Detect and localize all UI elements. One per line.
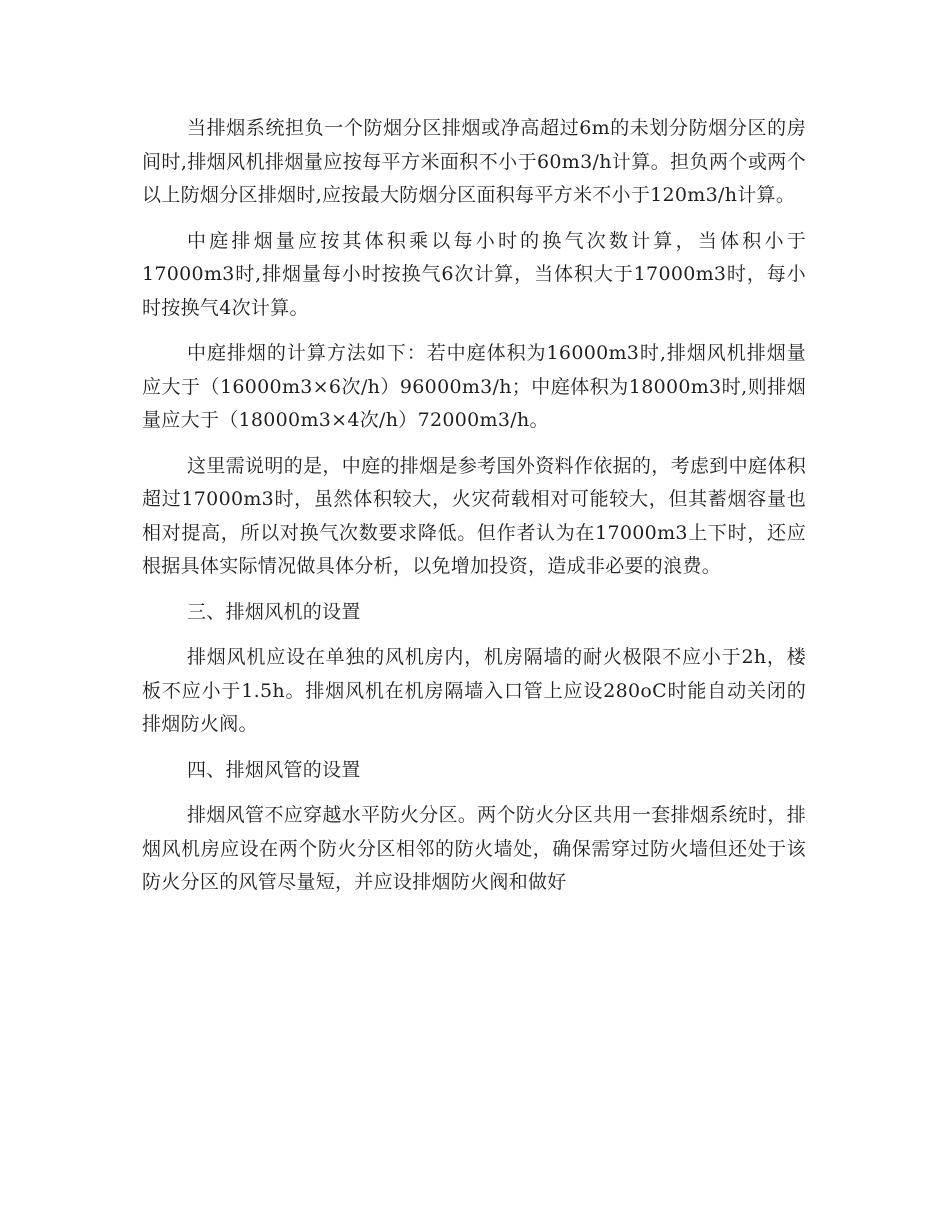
paragraph-exhaust-duct-setup: 排烟风管不应穿越水平防火分区。两个防火分区共用一套排烟系统时，排烟风机房应设在两个防火分区相邻的防火墙处，确保需穿过防火墙但还处于该防火分区的风管尽量短，并应设排烟防火阀和做好 — [142, 804, 806, 893]
paragraph-explanation: 这里需说明的是，中庭的排烟是参考国外资料作依据的，考虑到中庭体积超过17000m3时，虽然体积较大，火灾荷载相对可能较大，但其蓄烟容量也相对提高，所以对换气次数要求降低。但作者认为在17000m3上下时，还应根据具体实际情况做具体分析，以免增加投资，造成非必要的浪费。 — [142, 454, 806, 577]
paragraph-atrium-calculation: 中庭排烟的计算方法如下：若中庭体积为16000m3时,排烟风机排烟量应大于（16000m3×6次/h）96000m3/h；中庭体积为18000m3时,则排烟量应大于（18000m3×4次/h）72000m3/h。 — [142, 342, 806, 431]
paragraph-atrium-exhaust-rate: 中庭排烟量应按其体积乘以每小时的换气次数计算，当体积小于17000m3时,排烟量每小时按换气6次计算，当体积大于17000m3时，每小时按换气4次计算。 — [142, 229, 806, 319]
document-page — [142, 112, 806, 912]
paragraph-exhaust-fan-setup: 排烟风机应设在单独的风机房内，机房隔墙的耐火极限不应小于2h，楼板不应小于1.5h。排烟风机在机房隔墙入口管上应设280oC时能自动关闭的排烟防火阀。 — [142, 646, 806, 735]
section-heading-exhaust-duct: 四、排烟风管的设置 — [187, 758, 361, 781]
section-heading-exhaust-fan: 三、排烟风机的设置 — [187, 600, 361, 623]
paragraph-smoke-exhaust-volume: 当排烟系统担负一个防烟分区排烟或净高超过6m的未划分防烟分区的房间时,排烟风机排烟量应按每平方米面积不小于60m3/h计算。担负两个或两个以上防烟分区排烟时,应按最大防烟分区面积每平方米不小于120m3/h计算。 — [142, 117, 806, 206]
